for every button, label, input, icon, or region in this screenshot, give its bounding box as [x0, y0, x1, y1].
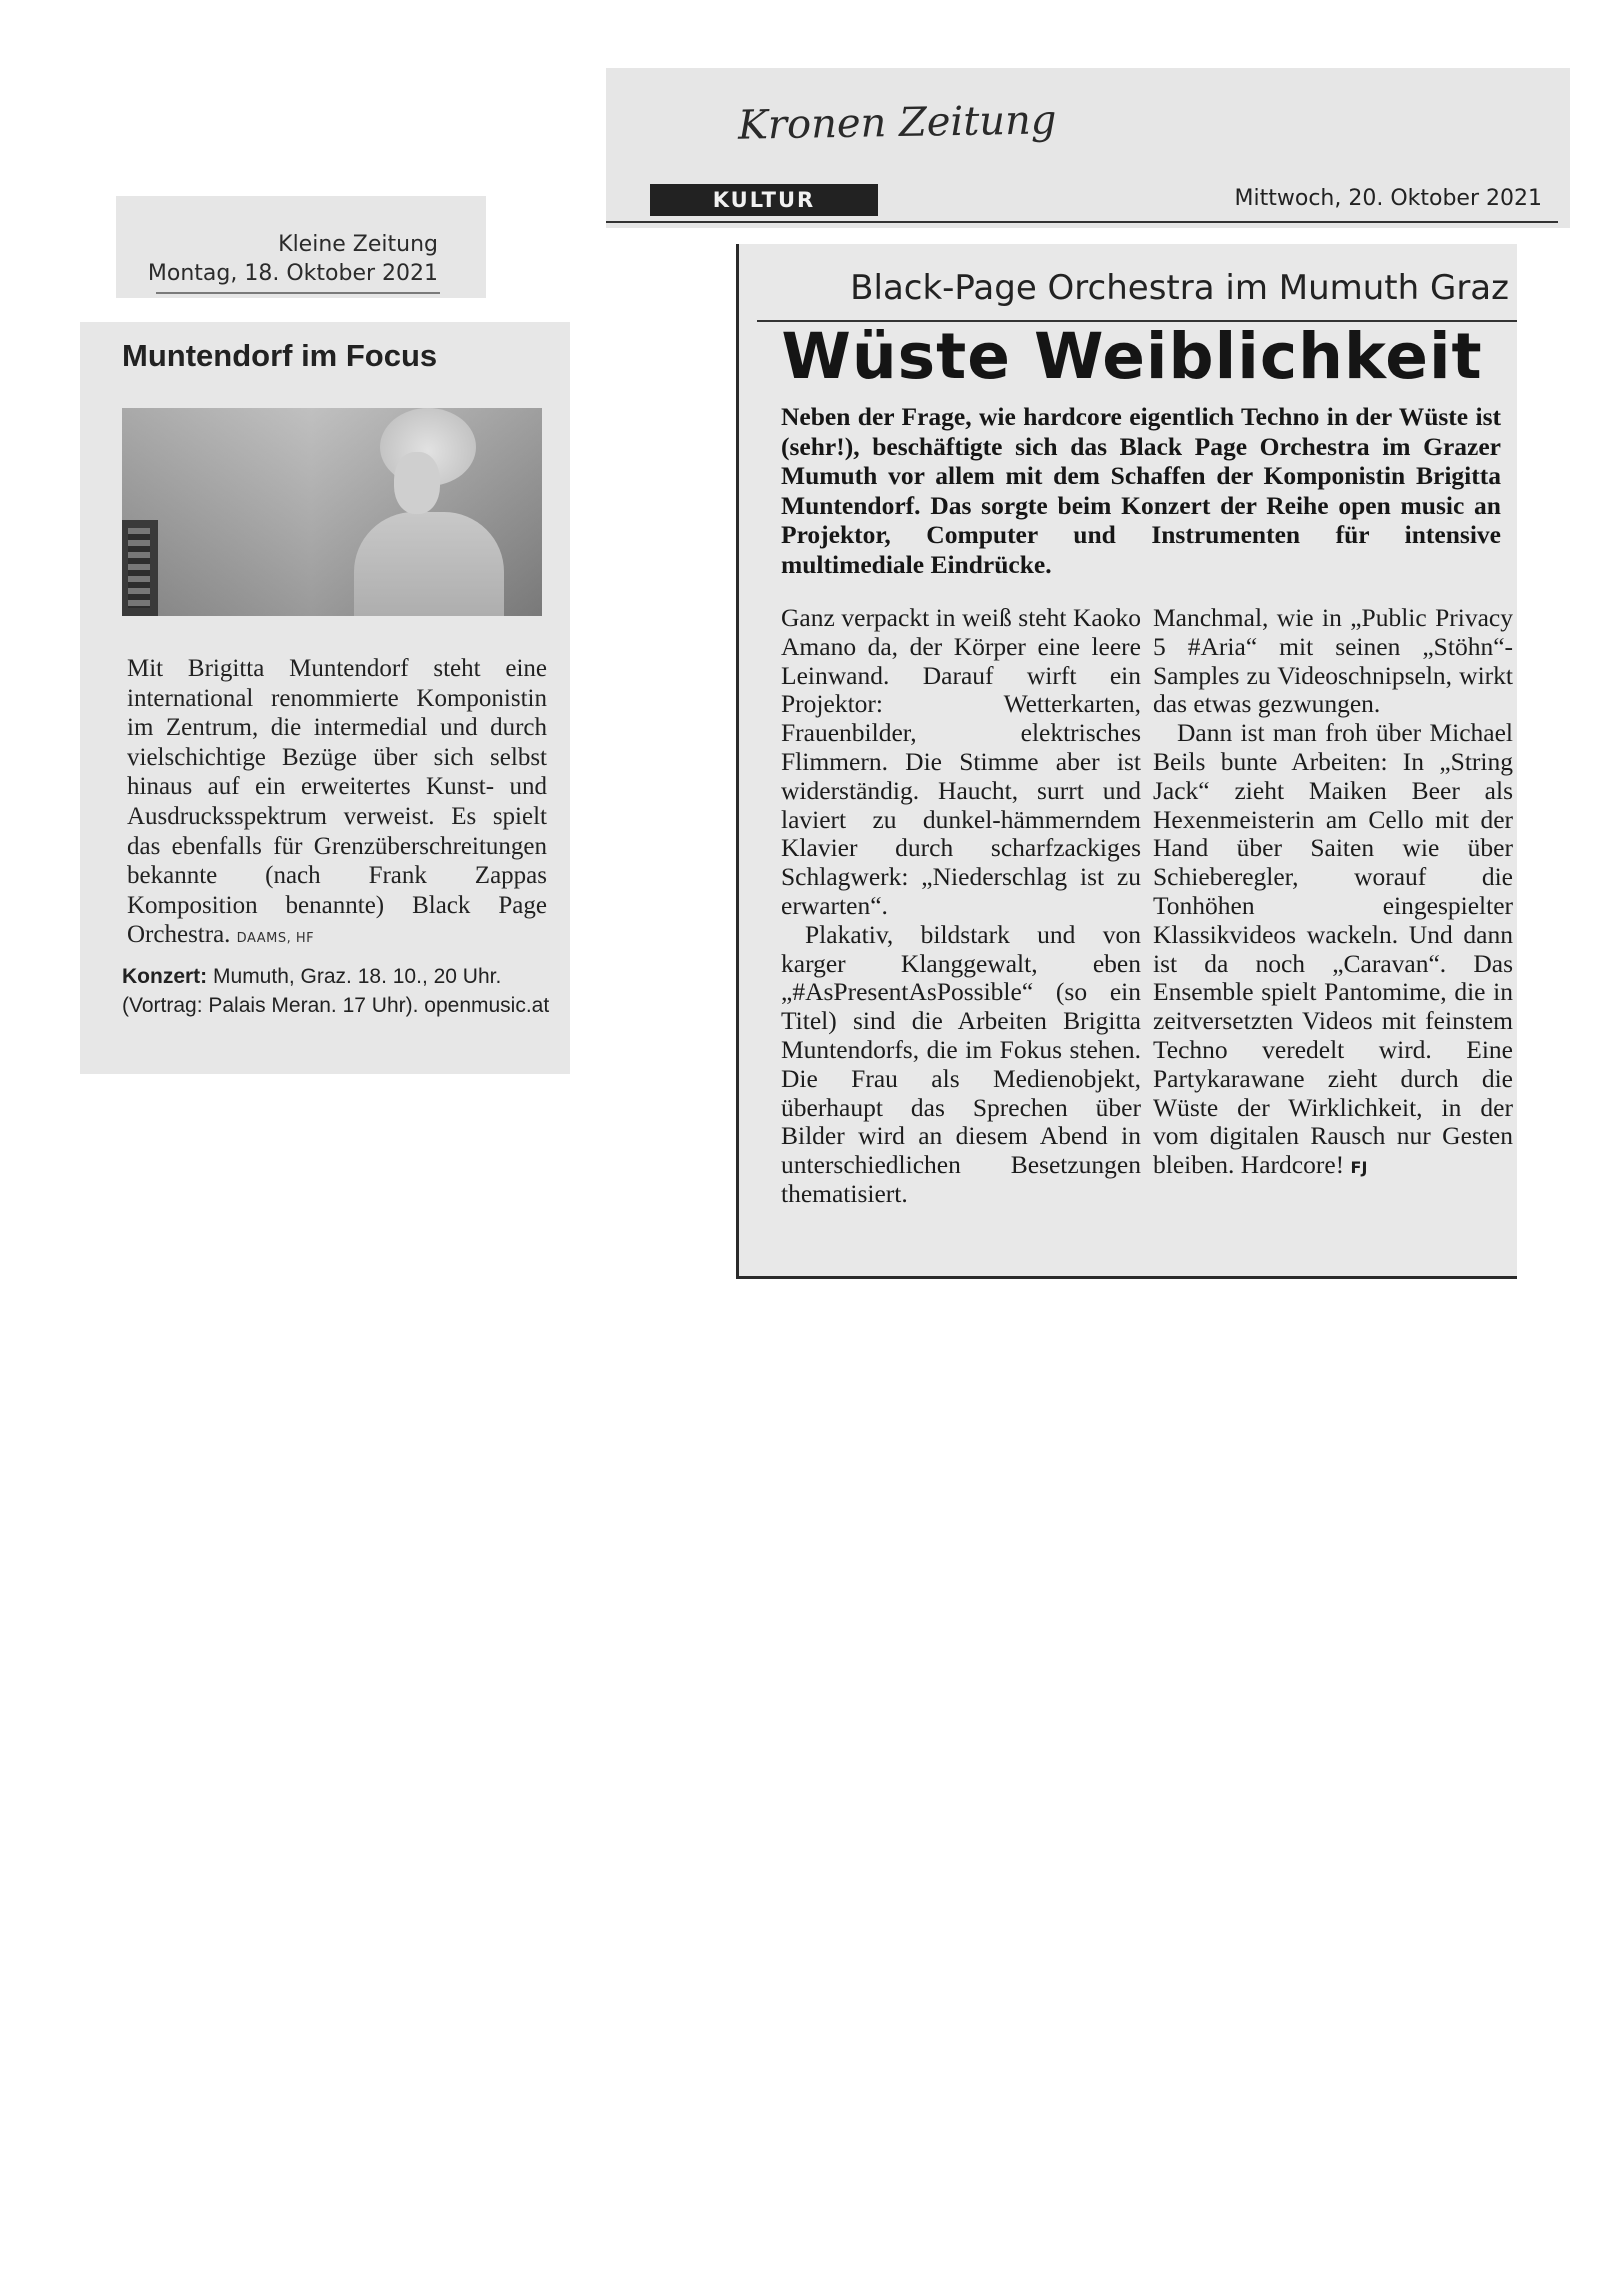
kleine-zeitung-source-slip: [116, 196, 486, 298]
kleine-zeitung-body: [127, 654, 547, 954]
article-column-2: [1153, 604, 1513, 1183]
article-photo: [122, 408, 542, 616]
handwritten-source-note: Kronen Zeitung: [737, 97, 1057, 149]
article-headline: Wüste Weiblichkeit: [781, 320, 1483, 393]
kleine-zeitung-body-text: Mit Brigitta Muntendorf steht eine international renommierte Komponistin im Zentrum, die intermedial und durch vielschichtige Bezüge über sich selbst hinaus auf ein erweitertes Kunst- und Ausdrucksspektrum verweist. Es spielt das ebenfalls für Grenzüberschreitungen bekannte (nach Frank Zappas Komposition benannte) Black Page Orchestra.: [127, 655, 547, 949]
author-signature: FJ: [1350, 1158, 1368, 1178]
kleine-zeitung-source: [148, 230, 438, 288]
photo-device-panel: [122, 520, 158, 616]
paragraph-text: Dann ist man froh über Michael Beils bunte Arbeiten: In „String Jack“ zieht Maiken Beer als Hexenmeisterin am Cello mit der Hand über Saiten wie über Schieberegler, worauf die Tonhöhen eingespielter Klassikvideos wackeln. Und dann ist da noch „Caravan“. Das Ensemble spielt Pantomime, die in zeitversetzten Videos mit feinstem Techno veredelt wird. Eine Partykarawane zieht durch die Wüste der Wirklichkeit, in der vom digitalen Rausch nur Gesten bleiben. Hardcore!: [1153, 718, 1513, 1180]
kronen-zeitung-header: [606, 68, 1570, 228]
kronen-zeitung-date: Mittwoch, 20. Oktober 2021: [1234, 186, 1542, 211]
concert-info-text: Mumuth, Graz. 18. 10., 20 Uhr. (Vortrag: Palais Meran. 17 Uhr). openmusic.at: [122, 965, 550, 1017]
kronen-zeitung-article: [736, 244, 1517, 1279]
kleine-zeitung-date: Montag, 18. Oktober 2021: [147, 261, 438, 286]
divider: [606, 221, 1558, 223]
section-label: KULTUR: [650, 184, 878, 216]
divider: [156, 292, 440, 294]
kleine-zeitung-headline: Muntendorf im Focus: [122, 338, 438, 373]
photo-figure-body: [354, 512, 504, 616]
paragraph: Ganz verpackt in weiß steht Kaoko Amano da, der Körper eine leere Leinwand. Darauf wirft ein Projektor: Wetterkarten, Frauenbilder, elektrisches Flimmern. Die Stimme aber ist widerständig. Haucht, surrt und laviert zu dunkel-hämmerndem Klavier durch scharfzackiges Schlagwerk: „Niederschlag ist zu erwarten“.: [781, 603, 1141, 920]
article-lead: Neben der Frage, wie hardcore eigentlich Techno in der Wüste ist (sehr!), beschäftigte sich das Black Page Orchestra im Grazer Mumuth vor allem mit dem Schaffen der Komponistin Brigitta Muntendorf. Das sorgte beim Konzert der Reihe open music an Projektor, Computer und Instrumenten für intensive multimediale Eindrücke.: [781, 402, 1501, 579]
article-column-1: [781, 604, 1141, 1209]
paragraph: Manchmal, wie in „Public Privacy 5 #Aria“ mit seinen „Stöhn“-Samples zu Videoschnipseln, wirkt das etwas gezwungen.: [1153, 603, 1513, 719]
photo-figure-face: [394, 452, 440, 514]
paragraph: Plakativ, bildstark und von karger Klanggewalt, eben „#AsPresentAsPossible“ (so ein Titel) sind die Arbeiten Brigitta Muntendorfs, die im Fokus stehen. Die Frau als Medienobjekt, überhaupt das Sprechen über Bilder wird an diesem Abend in unterschiedlichen Besetzungen thematisiert.: [781, 919, 1141, 1208]
kleine-zeitung-article: [80, 322, 570, 1074]
paragraph: [1153, 719, 1513, 1183]
concert-info: [122, 962, 552, 1020]
article-kicker: Black-Page Orchestra im Mumuth Graz: [850, 268, 1509, 308]
concert-info-label: Konzert:: [122, 965, 208, 988]
kleine-zeitung-name: Kleine Zeitung: [278, 232, 438, 257]
kleine-zeitung-byline: DAAMS, HF: [236, 931, 315, 947]
